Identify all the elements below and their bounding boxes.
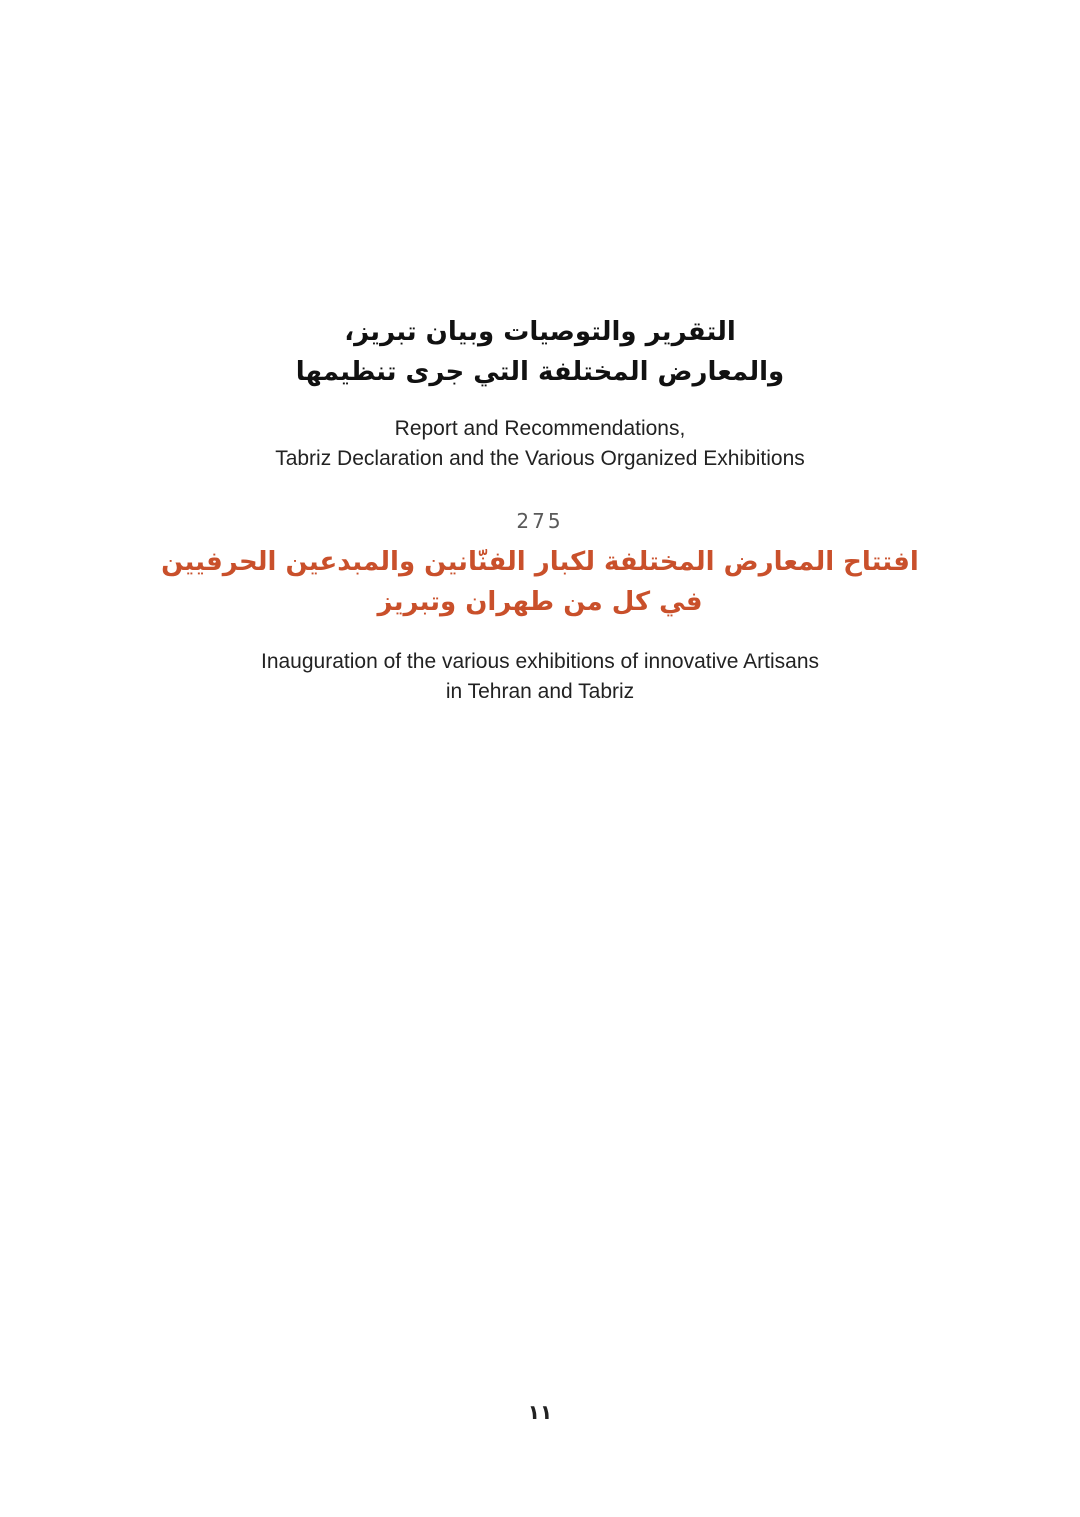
item-title-english-line-1: Inauguration of the various exhibitions of innovative Artisans bbox=[260, 650, 819, 673]
item-title-arabic-line-2: في كل من طهران وتبريز bbox=[377, 587, 703, 617]
section-title-english-line-1: Report and Recommendations, bbox=[394, 417, 686, 440]
item-title-arabic-line-1: افتتاح المعارض المختلفة لكبار الفنّانين والمبدعين الحرفيين bbox=[161, 547, 919, 577]
item-title-english bbox=[0, 647, 1080, 707]
section-title-arabic-line-2: والمعارض المختلفة التي جرى تنظيمها bbox=[295, 357, 785, 387]
item-title-english-line-2: in Tehran and Tabriz bbox=[445, 680, 635, 703]
section-title-arabic bbox=[0, 312, 1080, 392]
page-number: ١١ bbox=[527, 1400, 553, 1424]
section-title-english-line-2: Tabriz Declaration and the Various Organized Exhibitions bbox=[275, 447, 805, 470]
section-title-arabic-line-1: التقرير والتوصيات وبيان تبريز، bbox=[344, 317, 736, 347]
section-title-english bbox=[0, 414, 1080, 474]
item-title-arabic bbox=[0, 542, 1080, 622]
item-number: 275 bbox=[516, 509, 564, 533]
